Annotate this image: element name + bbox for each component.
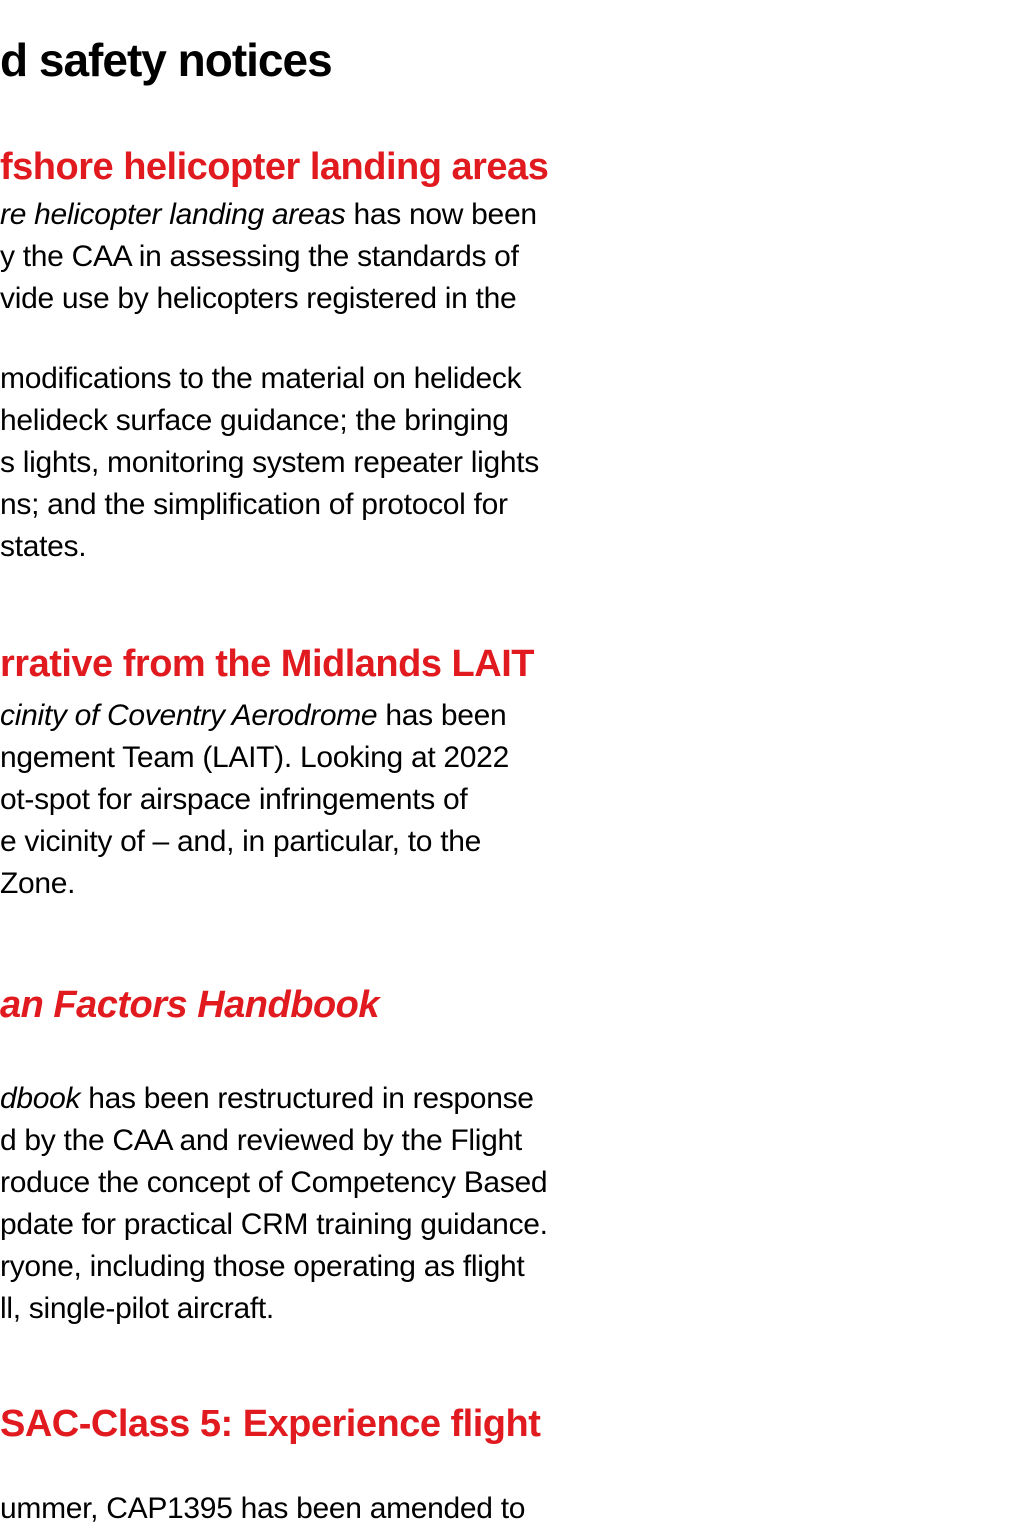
text-line bbox=[0, 1246, 548, 1288]
text-span: ummer, CAP1395 has been amended to bbox=[0, 1492, 526, 1525]
text-span: e vicinity of – and, in particular, to the bbox=[0, 825, 482, 858]
text-span: ll, single-pilot aircraft. bbox=[0, 1292, 274, 1325]
italic-text-span: re helicopter landing areas bbox=[0, 198, 346, 231]
text-span: ns; and the simplification of protocol for bbox=[0, 488, 508, 521]
text-line bbox=[0, 863, 509, 905]
italic-text-span: cinity of Coventry Aerodrome bbox=[0, 699, 378, 732]
text-span: ot-spot for airspace infringements of bbox=[0, 783, 468, 816]
section-heading: an Factors Handbook bbox=[0, 984, 379, 1026]
text-line bbox=[0, 737, 509, 779]
text-line bbox=[0, 695, 509, 737]
text-line bbox=[0, 442, 539, 484]
section-heading: rrative from the Midlands LAIT bbox=[0, 643, 534, 685]
text-span: has been restructured in response bbox=[80, 1082, 534, 1115]
text-span: has been bbox=[377, 699, 507, 732]
text-span: y the CAA in assessing the standards of bbox=[0, 240, 519, 273]
text-line bbox=[0, 1078, 548, 1120]
text-line bbox=[0, 1488, 525, 1530]
page-title: d safety notices bbox=[0, 34, 332, 86]
paragraph bbox=[0, 358, 539, 568]
text-line bbox=[0, 821, 509, 863]
text-line bbox=[0, 194, 537, 236]
text-span: Zone. bbox=[0, 867, 76, 900]
paragraph bbox=[0, 194, 537, 320]
text-span: states. bbox=[0, 530, 87, 563]
paragraph bbox=[0, 695, 509, 905]
section-heading: fshore helicopter landing areas bbox=[0, 146, 549, 188]
text-line bbox=[0, 1120, 548, 1162]
text-line bbox=[0, 526, 539, 568]
text-line bbox=[0, 236, 537, 278]
text-line bbox=[0, 484, 539, 526]
text-span: has now been bbox=[345, 198, 537, 231]
paragraph bbox=[0, 1078, 548, 1330]
paragraph bbox=[0, 1488, 525, 1530]
text-span: helideck surface guidance; the bringing bbox=[0, 404, 509, 437]
text-line bbox=[0, 1162, 548, 1204]
text-line bbox=[0, 1288, 548, 1330]
text-line bbox=[0, 1204, 548, 1246]
text-span: ngement Team (LAIT). Looking at 2022 bbox=[0, 741, 509, 774]
text-span: ryone, including those operating as flight bbox=[0, 1250, 525, 1283]
text-line bbox=[0, 779, 509, 821]
text-line bbox=[0, 400, 539, 442]
text-span: vide use by helicopters registered in the bbox=[0, 282, 517, 315]
text-span: modifications to the material on helideck bbox=[0, 362, 522, 395]
text-span: d by the CAA and reviewed by the Flight bbox=[0, 1124, 522, 1157]
text-line bbox=[0, 358, 539, 400]
text-span: pdate for practical CRM training guidance. bbox=[0, 1208, 548, 1241]
text-line bbox=[0, 278, 537, 320]
text-span: roduce the concept of Competency Based bbox=[0, 1166, 548, 1199]
italic-text-span: dbook bbox=[0, 1082, 81, 1115]
text-span: s lights, monitoring system repeater lights bbox=[0, 446, 539, 479]
section-heading: SAC-Class 5: Experience flight bbox=[0, 1403, 541, 1445]
